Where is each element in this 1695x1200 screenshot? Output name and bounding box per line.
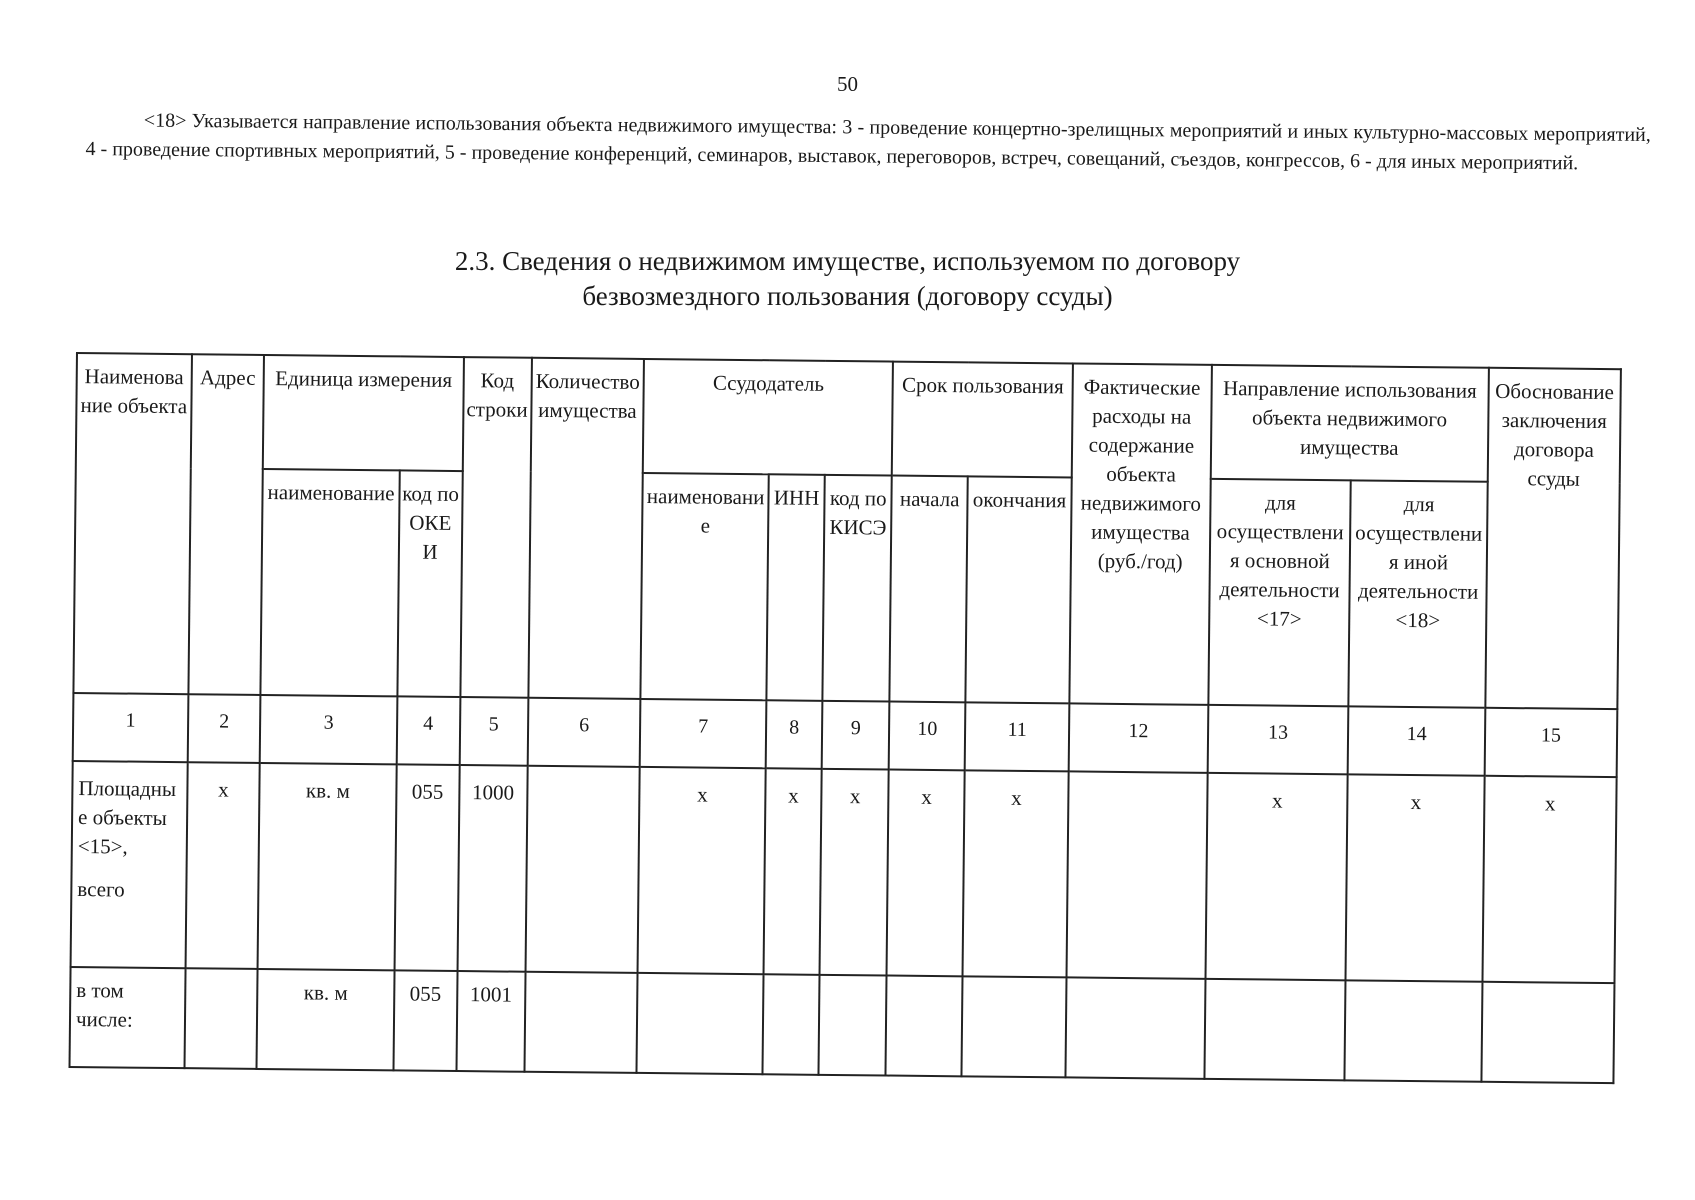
row-1000-inn: x — [763, 768, 821, 975]
header-lender-kise: код по КИСЭ — [823, 475, 892, 702]
header-lender-name: наименование — [641, 473, 769, 700]
column-number: 10 — [889, 702, 965, 771]
row-1000-term-end: x — [963, 770, 1069, 977]
row-1000-justification: x — [1482, 776, 1616, 983]
header-object-name: Наименование объекта — [73, 353, 191, 694]
row-1001-line-code: 1001 — [456, 971, 525, 1072]
section-title — [0, 244, 1695, 314]
column-number: 12 — [1069, 703, 1208, 772]
row-1000-usage-main: x — [1205, 773, 1348, 980]
row-1000-object-name-total: всего — [77, 877, 125, 902]
column-number: 9 — [822, 701, 890, 770]
page-number: 50 — [837, 72, 858, 96]
header-usage-main: для осуществления основной деятельности <17> — [1208, 479, 1351, 706]
column-number: 2 — [187, 694, 260, 763]
section-title-line-1: 2.3. Сведения о недвижимом имуществе, используемом по договору — [454, 246, 1241, 276]
header-unit: Единица измерения — [263, 355, 463, 471]
row-1000-lender-name: x — [638, 767, 766, 974]
row-1001-count — [524, 972, 638, 1073]
header-row-1 — [76, 353, 1621, 483]
column-number: 6 — [527, 698, 640, 767]
column-number: 11 — [965, 702, 1070, 771]
header-property-count: Количество имущества — [528, 358, 644, 699]
header-row-2 — [73, 467, 1619, 709]
row-1000-object-name — [71, 761, 188, 968]
row-1001-okei: 055 — [393, 970, 457, 1071]
header-lender-inn: ИНН — [766, 474, 825, 701]
column-number: 5 — [459, 697, 528, 766]
column-number: 14 — [1348, 706, 1485, 775]
header-justification: Обоснование заключения договора ссуды — [1485, 368, 1621, 709]
property-table-wrapper — [69, 352, 1622, 1084]
row-1000-kise: x — [820, 769, 889, 976]
row-1001-usage-other — [1345, 980, 1482, 1081]
header-usage-other: для осуществления иной деятельности <18> — [1349, 480, 1488, 707]
header-actual-costs: Фактические расходы на содержание объекта недвижимого имущества (руб./год) — [1069, 363, 1211, 704]
row-1001-justification — [1481, 982, 1614, 1083]
row-1001-object-name: в том числе: — [70, 967, 186, 1068]
header-term-start: начала — [890, 476, 968, 703]
row-1000-usage-other: x — [1346, 774, 1485, 981]
header-unit-okei: код по ОКЕИ — [397, 470, 462, 697]
header-line-code: Код строки — [460, 357, 532, 698]
row-1001-term-start — [886, 976, 963, 1077]
row-1001-inn — [762, 974, 819, 1075]
row-1001-term-end — [962, 976, 1067, 1077]
row-1000-unit-name: кв. м — [258, 763, 397, 970]
column-number: 15 — [1484, 708, 1617, 777]
row-1001-address — [184, 968, 258, 1069]
property-table — [69, 352, 1622, 1084]
row-1000-actual-costs — [1067, 771, 1208, 978]
row-1000-address: x — [185, 762, 260, 969]
section-title-line-2: безвозмездного пользования (договору ссуды) — [582, 281, 1113, 311]
row-1001-unit-name: кв. м — [257, 969, 394, 1070]
row-1001-kise — [819, 975, 887, 1076]
row-1001-actual-costs — [1066, 977, 1206, 1078]
row-1001-lender-name — [637, 973, 764, 1074]
row-1001-usage-main — [1204, 979, 1346, 1080]
row-1000-term-start: x — [887, 770, 965, 977]
row-1000-line-code: 1000 — [457, 765, 527, 972]
column-number: 4 — [396, 696, 460, 765]
column-number: 8 — [766, 700, 823, 769]
column-number: 13 — [1207, 705, 1348, 774]
header-term-end: окончания — [965, 476, 1071, 703]
row-1000-okei: 055 — [394, 764, 459, 971]
column-number: 3 — [260, 695, 397, 764]
header-lender: Ссудодатель — [643, 359, 893, 476]
header-usage-direction: Направление использования объекта недвижимого имущества — [1210, 365, 1488, 482]
row-1000-count — [525, 766, 640, 973]
table-row-1001 — [70, 967, 1615, 1083]
row-1000-object-name-main: Площадные объекты <15>, — [77, 776, 177, 859]
header-address: Адрес — [188, 354, 264, 695]
footnote-18: <18> Указывается направление использования объекта недвижимого имущества: 3 - проведение концертно-зрелищных мероприятий и иных культурно-массовых мероприятий, 4 - проведение спортивных мероприятий, 5 - проведение конференций, семинаров, выставок, переговоров, встреч, совещаний, съездов, конгрессов, 6 - для иных мероприятий. — [85, 109, 1651, 175]
header-term: Срок пользования — [892, 362, 1073, 478]
table-row-1000 — [71, 761, 1617, 983]
column-number: 1 — [73, 693, 188, 762]
column-number: 7 — [640, 699, 766, 768]
header-unit-name: наименование — [261, 469, 400, 696]
